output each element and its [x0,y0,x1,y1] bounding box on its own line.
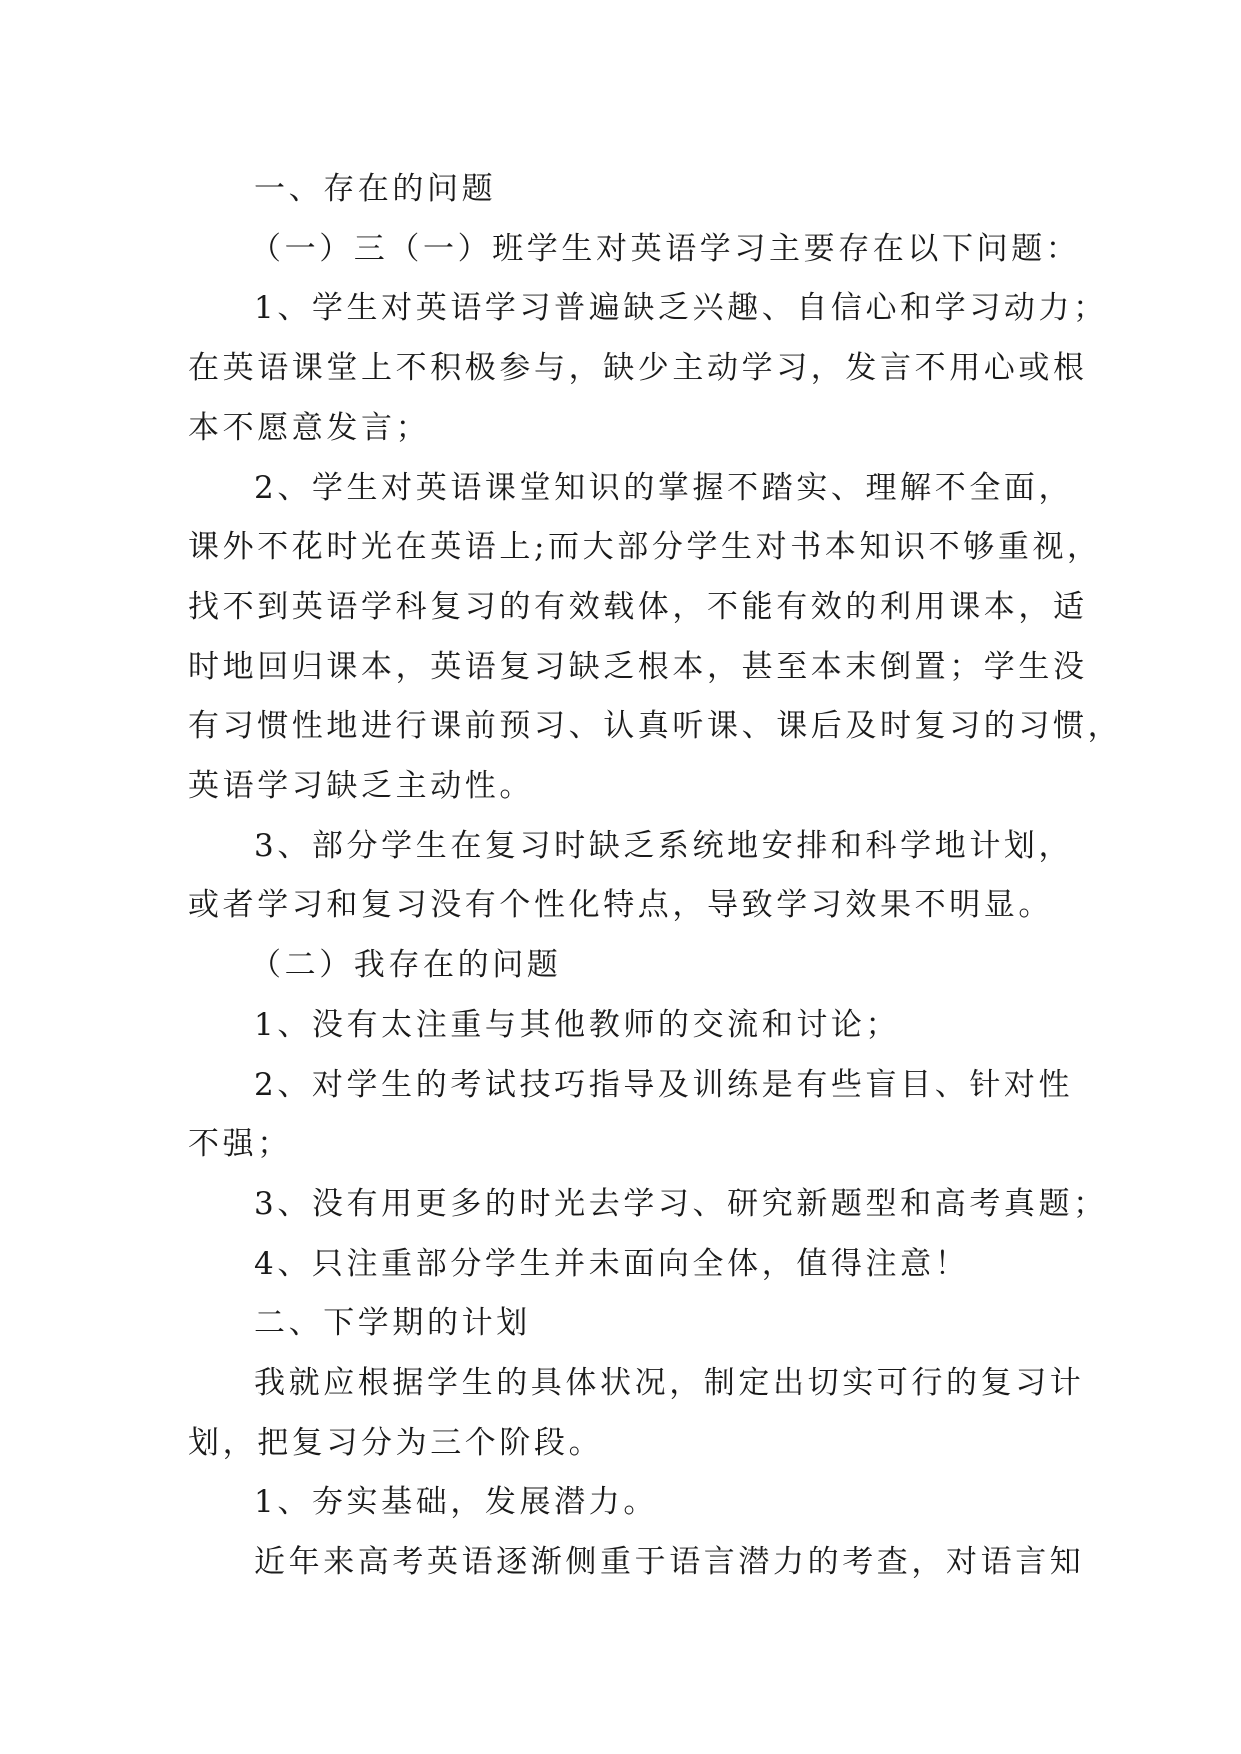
text-line: 不强； [188,1126,292,1163]
text-line: 1、夯实基础，发展潜力。 [254,1484,658,1521]
text-line: 4、只注重部分学生并未面向全体，值得注意！ [254,1245,970,1282]
text-line: 1、没有太注重与其他教师的交流和讨论； [254,1006,901,1043]
text-line: 一、存在的问题 [254,171,497,207]
text-line: 二、下学期的计划 [254,1305,531,1342]
text-line: 3、部分学生在复习时缺乏系统地安排和科学地计划， [254,827,1074,864]
section-heading-plan [188,1294,1058,1354]
text-line: 时地回归课本，英语复习缺乏根本，甚至本末倒置；学生没 [188,648,1088,685]
text-line: 在英语课堂上不积极参与，缺少主动学习，发言不用心或根 [188,350,1088,387]
subsection-heading-my-problems [188,936,1058,996]
text-line: 英语学习缺乏主动性。 [188,768,534,805]
paragraph-plan-stage-1-body [188,1533,1085,1593]
paragraph-my-item-4 [188,1235,1058,1295]
subsection-heading-class-problems [188,220,1081,280]
text-line: 或者学习和复习没有个性化特点，导致学习效果不明显。 [188,887,1053,924]
paragraph-my-item-1 [188,996,1058,1056]
text-line: 找不到英语学科复习的有效载体，不能有效的利用课本，适 [188,588,1088,625]
text-line: （一）三（一）班学生对英语学习主要存在以下问题： [250,230,1081,267]
text-line: 2、学生对英语课堂知识的掌握不踏实、理解不全面， [254,469,1074,506]
text-line: 划，把复习分为三个阶段。 [188,1424,604,1461]
paragraph-item-2 [188,459,1123,817]
text-line: （二）我存在的问题 [250,947,562,984]
paragraph-item-3 [188,817,1074,936]
paragraph-my-item-3 [188,1175,1108,1235]
paragraph-plan-intro [188,1354,1085,1473]
document-body [188,160,1123,1593]
text-line: 2、对学生的考试技巧指导及训练是有些盲目、针对性 [254,1066,1074,1103]
text-line: 有习惯性地进行课前预习、认真听课、课后及时复习的习惯， [188,708,1123,745]
text-line: 我就应根据学生的具体状况，制定出切实可行的复习计 [254,1365,1085,1402]
text-line: 1、学生对英语学习普遍缺乏兴趣、自信心和学习动力； [254,290,1108,327]
paragraph-my-item-2 [188,1056,1074,1175]
text-line: 近年来高考英语逐渐侧重于语言潜力的考查，对语言知 [254,1544,1085,1581]
text-line: 本不愿意发言； [188,409,431,446]
text-line: 课外不花时光在英语上;而大部分学生对书本知识不够重视， [188,529,1102,566]
text-line: 3、没有用更多的时光去学习、研究新题型和高考真题； [254,1185,1108,1222]
paragraph-item-1 [188,279,1108,458]
paragraph-plan-stage-1 [188,1473,1058,1533]
section-heading-problems [188,160,1058,220]
